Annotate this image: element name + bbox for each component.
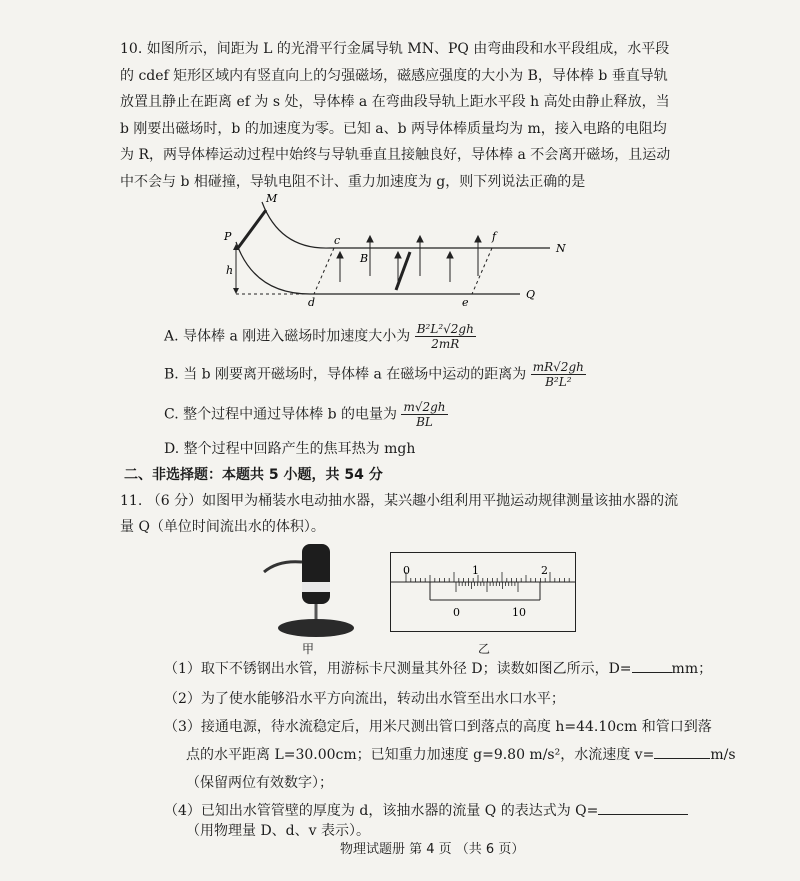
rail-diagram: [220, 190, 580, 310]
label-h: h: [226, 264, 234, 277]
item-3-line-1: （3）接通电源，待水流稳定后，用米尺测出管口到落点的高度 h=44.10cm 和管口到落: [164, 719, 712, 735]
item-2: （2）为了使水能够沿水平方向流出，转动出水管至出水口水平；: [164, 691, 565, 707]
main-label-0: 0: [403, 564, 410, 577]
label-B: B: [360, 252, 369, 265]
question-11: [120, 488, 680, 540]
rail-mn: [262, 202, 550, 248]
question-stem: 如图所示，间距为 L 的光滑平行金属导轨 MN、PQ 由弯曲段和水平段组成，水平段的 cdef 矩形区域内有竖直向上的匀强磁场，磁感应强度的大小为 B，导体棒 b 垂直导轨放置且静止在距离 ef 为 s 处，导体棒 a 在弯曲段导轨上距水平段 h 高处由静止释放，当 b 刚要出磁场时，b 的加速度为零。已知 a、b 两导体棒质量均为 m，接入电路的电阻均为 R，两导体棒运动过程中始终与导轨垂直且接触良好，导体棒 a 不会离开磁场，且运动中不会与 b 相碰撞，导轨电阻不计、重力加速度为 g，则下列说法正确的是: [120, 41, 671, 190]
caliper-figure: [390, 552, 576, 632]
question-number: 10.: [120, 41, 143, 57]
page-footer: 物理试题册 第 4 页 （共 6 页）: [340, 842, 525, 857]
label-P: P: [224, 230, 232, 243]
fig-b-caption: 乙: [478, 642, 491, 656]
label-c: c: [334, 234, 341, 247]
label-N: N: [556, 242, 566, 255]
item-1: （1）取下不锈钢出水管，用游标卡尺测量其外径 D；读数如图乙所示，D= mm；: [164, 661, 713, 677]
item-3-line-3: （保留两位有效数字）；: [186, 775, 333, 791]
label-e: e: [462, 296, 469, 309]
label-Q: Q: [526, 288, 536, 301]
vernier-label-0: 0: [453, 606, 460, 619]
answer-blank-q[interactable]: [598, 814, 688, 815]
fig-a-caption: 甲: [302, 642, 315, 656]
option-d[interactable]: D. 整个过程中回路产生的焦耳热为 mgh: [164, 441, 416, 457]
main-label-2: 2: [541, 564, 548, 577]
item-4: （4）已知出水管管壁的厚度为 d，该抽水器的流量 Q 的表达式为 Q=: [164, 800, 688, 820]
label-f: f: [492, 230, 497, 243]
question-stem: （6 分）如图甲为桶装水电动抽水器，某兴趣小组利用平抛运动规律测量该抽水器的流量 Q（单位时间流出水的体积）。: [120, 493, 679, 535]
option-a[interactable]: A. 导体棒 a 刚进入磁场时加速度大小为 $\frac{\text{B²L²√2gh}}{2mR}$: [164, 322, 474, 351]
option-c[interactable]: C. 整个过程中通过导体棒 b 的电量为 $\frac{m√2gh}{BL}$: [164, 400, 446, 429]
label-d: d: [308, 296, 316, 309]
answer-blank-d[interactable]: [632, 672, 672, 673]
vernier-label-10: 10: [512, 606, 526, 619]
question-10: [120, 36, 680, 195]
answer-blank-v[interactable]: [654, 758, 710, 759]
main-label-1: 1: [472, 564, 479, 577]
rod-a: [238, 210, 266, 248]
item-3-line-2: 点的水平距离 L=30.00cm；已知重力加速度 g=9.80 m/s²，水流速度 v= m/s: [186, 747, 736, 763]
item-4-line-2: （用物理量 D、d、v 表示）。: [186, 823, 370, 839]
section-heading: 二、非选择题：本题共 5 小题，共 54 分: [124, 467, 383, 483]
question-number: 11.: [120, 493, 143, 509]
pump-figure: [258, 540, 358, 640]
label-M: M: [266, 192, 278, 205]
option-b[interactable]: B. 当 b 刚要离开磁场时，导体棒 a 在磁场中运动的距离为 $\frac{mR√2gh}{\text{B²L²}}$: [164, 360, 584, 389]
rail-pq: [236, 242, 520, 294]
